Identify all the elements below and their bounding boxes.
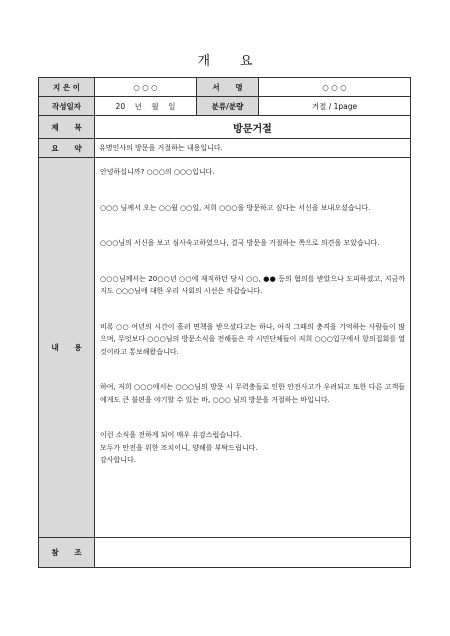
subject-label: 제 목 xyxy=(39,116,95,139)
content-label: 내 용 xyxy=(39,158,95,538)
date-label: 작성일자 xyxy=(39,97,95,116)
category-value: 거절 / 1page xyxy=(259,97,411,116)
document-title xyxy=(0,50,450,69)
content-paragraph: 안녕하십니까? ○○○의 ○○○입니다. xyxy=(100,168,215,176)
date-row xyxy=(39,97,411,116)
title-char-1: 개 xyxy=(197,54,210,69)
reference-row xyxy=(39,538,411,568)
summary-label: 요 약 xyxy=(39,139,95,158)
category-label: 분류/분량 xyxy=(197,97,259,116)
subject-value: 방문거절 xyxy=(95,116,411,139)
author-value: ○ ○ ○ xyxy=(95,78,197,97)
content-paragraph: ○○○ 님께서 오는 ○○월 ○○일, 저희 ○○○을 방문하고 싶다는 서신을 보내오셨습니다. xyxy=(100,203,371,212)
content-paragraph: 비록 ○○ 여년의 시간이 흘러 면책을 받으셨다고는 하나, 아직 그때의 충격을 기억하는 사람들이 많으며, 무엇보다 ○○○님의 방문소식을 전해들은 각 시민단체들이 저희 ○○○입구에서 항의집회를 열 것이라고 통보해왔습니다. xyxy=(100,322,405,356)
summary-value: 유명인사의 방문을 거절하는 내용입니다. xyxy=(95,139,411,158)
date-value: 20 년 월 일 xyxy=(95,97,197,116)
content-paragraph: 모두가 안전을 위한 조치이니, 양해를 부탁드립니다. xyxy=(100,443,258,452)
summary-row xyxy=(39,139,411,158)
summary-form-table xyxy=(38,77,411,568)
content-paragraph: 하여, 저희 ○○○에서는 ○○○님의 방문 시 무력충돌로 인한 안전사고가 우려되고 또한 다른 고객들에게도 큰 불편을 야기할 수 있는 바, ○○○ 님의 방문을 거절하는 바입니다. xyxy=(100,383,405,404)
reference-label: 참 조 xyxy=(39,538,95,568)
subject-row xyxy=(39,116,411,139)
content-paragraph: 이런 소식을 전하게 되어 매우 유감스럽습니다. xyxy=(100,431,242,439)
content-paragraph: ○○○님께서는 20○○년 ○○에 재직하던 당시 ○○, ●● 등의 혐의를 받았으나 도피하셨고, 지금까지도 ○○○님에 대한 우리 사회의 시선은 차갑습니다. xyxy=(100,274,405,295)
reference-value xyxy=(95,538,411,568)
signature-label: 서 명 xyxy=(197,78,259,97)
content-row xyxy=(39,158,411,538)
content-paragraph: ○○○님의 서신을 보고 심사숙고하였으나, 결국 방문을 거절하는 쪽으로 의견을 모았습니다. xyxy=(100,239,380,247)
signature-value: ○ ○ ○ xyxy=(259,78,411,97)
author-row xyxy=(39,78,411,97)
content-body xyxy=(95,158,411,538)
author-label: 지 은 이 xyxy=(39,78,95,97)
title-char-2: 요 xyxy=(240,54,253,69)
content-paragraph: 감사합니다. xyxy=(100,456,137,464)
